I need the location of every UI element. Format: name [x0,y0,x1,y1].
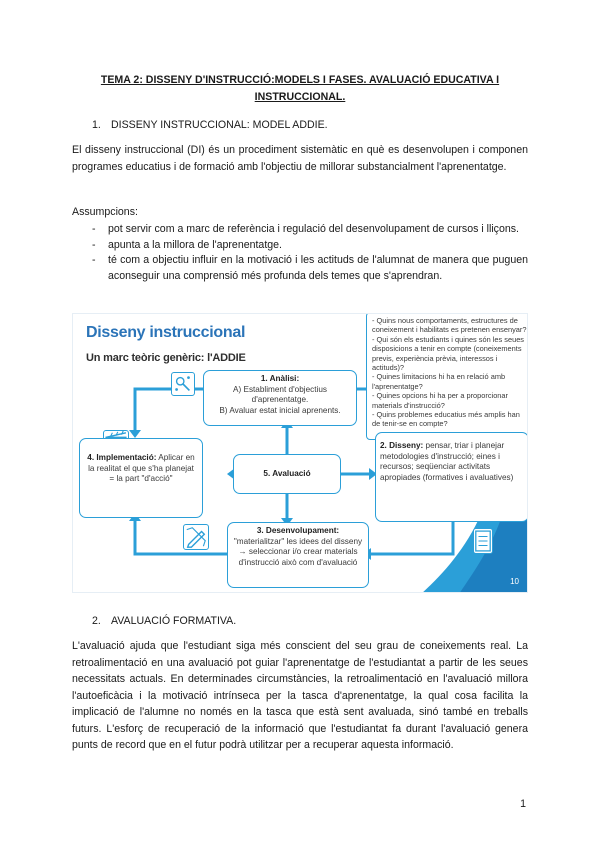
section-1-number: 1. [92,119,101,131]
section-1-heading [92,118,328,132]
title-line-1: TEMA 2: DISSENY D'INSTRUCCIÓ:MODELS I FASES. AVALUACIÓ EDUCATIVA I [100,74,500,86]
analysis-questions-box [366,313,528,440]
analysis-text: A) Establiment d'objectius d'aprenentatge. B) Avaluar estat inicial aprenents. [219,384,341,415]
implementation-text: Aplicar en la realitat el que s'ha planejat = la part "d'acció" [88,453,195,483]
assumptions-list [92,222,528,284]
list-item: - pot servir com a marc de referència i regulació del desenvolupament de cursos i lliçons. [92,222,528,238]
section-2-heading [92,614,236,628]
development-box [227,522,369,588]
page-number: 1 [520,798,526,810]
design-text: pensar, triar i planejar metodologies d'instrucció; eines i recursos; seqüenciar activitats apropiades (formatives i avaluatives) [380,441,514,482]
addie-slide-figure [72,313,528,593]
question-item: - Qui són els estudiants i quines són les seues disposicions a tenir en compte (coneixements previs, experiència prèvia, interessos i actituds)? [372,334,525,373]
development-label: 3. Desenvolupament: [256,526,340,535]
pencil-ruler-icon [183,524,209,550]
question-item: - Quines opcions hi ha per a proporcionar materials d'instrucció? [372,391,508,410]
design-box [375,432,528,522]
question-item: - Quines limitacions hi ha en relació amb l'aprenentatge? [372,372,506,391]
paragraph-formative-evaluation: L'avaluació ajuda que l'estudiant siga més conscient del seu grau de coneixements real. La retroalimentació en una avaluació pot guiar l'aprenentatge de l'estudiantat a partir de les seues necessitats actuals. En determinades circumstàncies, la retroalimentació en l'avaluació millora l'autoeficàcia i la motivació intrínseca per la tasca d'aprenentatge, la qual cosa facilita la implicació de l'alumne no només en la tasca que està sent avaluada, sinó també en treballs futurs. L'esforç de recuperació de la informació que l'estudiantat fa durant l'avaluació genera punts de record que en el futur podrà utilitzar per a recuperar aquesta informació. [72,640,528,751]
analysis-label: 1. Anàlisi: [260,374,300,383]
title-line-2: INSTRUCCIONAL. [254,91,346,103]
implementation-label: 4. Implementació: [87,453,157,462]
slide-number: 10 [510,577,519,586]
slide-title: Disseny instruccional [86,324,246,341]
document-title [70,72,530,106]
question-item: - Quins problemes educatius més amplis han de tenir-se en compte? [372,410,520,429]
list-item: - apunta a la millora de l'aprenentatge. [92,238,528,254]
checklist-icon [473,528,493,554]
evaluation-box [233,454,341,494]
section-1-title: DISSENY INSTRUCCIONAL: MODEL ADDIE. [111,119,328,131]
paragraph-di-definition: El disseny instruccional (DI) és un procediment sistemàtic en què es desenvolupen i componen programes educatius i de formació amb l'objectiu de millorar substancialment l'aprenentatge. [72,144,528,173]
implementation-box [79,438,203,518]
analysis-icon [171,372,195,396]
list-item: - té com a objectiu influir en la motivació i les actituds de l'alumnat de manera que puguen aconseguir una comprensió més profunda dels temes que s'aprendran. [92,253,528,284]
evaluation-label: 5. Avaluació [263,469,311,478]
section-2-number: 2. [92,615,101,627]
question-item: - Quins nous comportaments, estructures de coneixement i habilitats es pretenen ensenyar? [372,316,527,335]
development-text: "materialitzar" les idees del disseny → seleccionar i/o crear materials d'instrucció això com d'avaluació [233,536,363,567]
analysis-box [203,370,357,426]
section-2-title: AVALUACIÓ FORMATIVA. [111,615,237,627]
slide-subtitle: Un marc teòric genèric: l'ADDIE [86,352,246,364]
assumptions-label: Assumpcions: [72,206,138,218]
design-label: 2. Disseny: [380,441,424,450]
